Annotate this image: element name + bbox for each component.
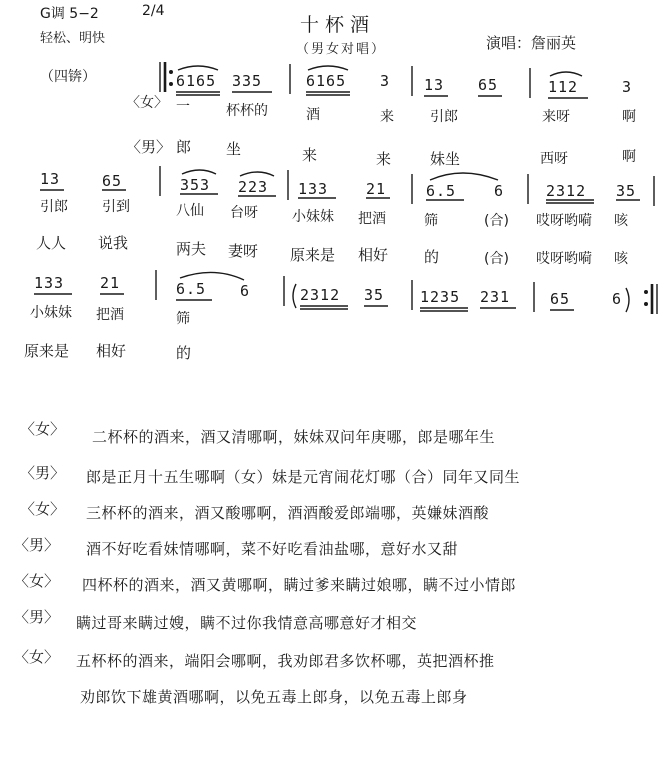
note-group: 2312: [546, 182, 587, 200]
lyric-syllable: 西呀: [540, 151, 568, 167]
note-group: 35: [616, 182, 637, 200]
note-group: 6: [494, 182, 505, 200]
note-group: 335: [232, 72, 263, 90]
verse-role-label: 〈男〉: [20, 464, 66, 482]
note-group: 13: [40, 170, 61, 188]
note-group: 65: [478, 76, 499, 94]
lyric-syllable: 小妹妹: [292, 209, 334, 225]
lyric-syllable: 引郎: [40, 199, 68, 215]
verse-text: 三杯杯的酒来，酒又酸哪啊，酒酒酸爱郎端哪，英嫌妹酒酸: [86, 504, 490, 522]
song-subtitle: （男女对唱）: [296, 42, 387, 57]
lyric-syllable: 妹坐: [430, 150, 461, 168]
verse-text: 劝郎饮下雄黄酒哪啊，以免五毒上郎身，以免五毒上郎身: [80, 688, 468, 706]
lyric-syllable: 啊: [622, 109, 636, 125]
lyric-syllable: 人人: [36, 234, 67, 252]
lyric-syllable: 杯杯的: [226, 103, 268, 119]
lyric-syllable: 啊: [622, 149, 636, 165]
role-label-female: 〈女〉: [126, 95, 168, 111]
note-group: 3: [622, 78, 633, 96]
verse-role-label: 〈女〉: [14, 648, 60, 666]
lyric-syllable: 酒: [306, 107, 320, 123]
verse-role-label: 〈女〉: [14, 572, 60, 590]
lyric-syllable: 来: [302, 146, 318, 164]
verse-text: 瞒过哥来瞒过嫂，瞒不过你我情意高哪意好才相交: [76, 614, 418, 632]
key-signature: G调 5−2: [40, 6, 99, 22]
lyric-syllable: 小妹妹: [30, 305, 72, 321]
note-group: 13: [424, 76, 445, 94]
lyric-syllable: 郎: [176, 138, 192, 156]
singer-credit: 演唱：詹丽英: [486, 34, 577, 52]
note-group: 353: [180, 176, 211, 194]
lyric-syllable: 来: [380, 109, 394, 125]
note-group: 112: [548, 78, 579, 96]
lyric-syllable: 八仙: [176, 203, 204, 219]
lyric-syllable: 说我: [98, 234, 129, 252]
note-group: 6.5: [176, 280, 207, 298]
lyric-syllable: 哎呀哟嗬: [536, 213, 592, 229]
lyric-syllable: 筛: [176, 311, 190, 327]
lyric-syllable: 一: [176, 99, 190, 115]
lyric-syllable: 哎呀哟嗬: [536, 251, 592, 267]
verse-role-label: 〈男〉: [14, 536, 60, 554]
lyric-syllable: 的: [176, 344, 192, 362]
note-group: 3: [380, 72, 391, 90]
lyric-syllable: 引到: [102, 199, 130, 215]
lyric-syllable: 来: [376, 150, 392, 168]
verse-text: 四杯杯的酒来，酒又黄哪啊，瞒过爹来瞒过娘哪，瞒不过小情郎: [82, 576, 517, 594]
note-group: 6165: [306, 72, 347, 90]
lyric-syllable: 相好: [358, 246, 389, 264]
note-group: 1235: [420, 288, 461, 306]
lyric-syllable: 两夫: [176, 240, 207, 258]
note-group: 2312: [300, 286, 341, 304]
verse-text: 二杯杯的酒来，酒又清哪啊，妹妹双问年庚哪，郎是哪年生: [92, 428, 496, 446]
verse-text: 郎是正月十五生哪啊（女）妹是元宵闹花灯哪（合）同年又同生: [86, 468, 521, 486]
lyric-syllable: 引郎: [430, 109, 458, 125]
intro-label: （四锛）: [40, 69, 96, 85]
verse-text: 酒不好吃看妹情哪啊，菜不好吃看油盐哪，意好水又甜: [86, 540, 459, 558]
verse-role-label: 〈女〉: [20, 500, 66, 518]
lyric-syllable: 坐: [226, 140, 242, 158]
note-group: 6: [612, 290, 623, 308]
lyric-syllable: 筛: [424, 213, 438, 229]
tempo-marking: 轻松、明快: [40, 31, 106, 46]
lyric-syllable: 相好: [96, 342, 127, 360]
lyric-chorus-mark: (合): [484, 213, 509, 229]
lyric-syllable: 原来是: [24, 342, 70, 360]
note-group: 6: [240, 282, 251, 300]
lyric-chorus-mark: (合): [484, 251, 509, 267]
lyric-syllable: 咳: [614, 251, 628, 267]
note-group: 65: [102, 172, 123, 190]
note-group: 133: [298, 180, 329, 198]
note-group: 21: [366, 180, 387, 198]
lyric-syllable: 的: [424, 248, 440, 266]
lyric-syllable: 台呀: [230, 205, 258, 221]
verse-text: 五杯杯的酒来，端阳会哪啊，我劝郎君多饮杯哪，英把酒杯推: [76, 652, 495, 670]
lyric-syllable: 把酒: [358, 211, 386, 227]
note-group: 35: [364, 286, 385, 304]
note-group: 21: [100, 274, 121, 292]
verse-role-label: 〈男〉: [14, 608, 60, 626]
lyric-syllable: 原来是: [290, 246, 336, 264]
note-group: 223: [238, 178, 269, 196]
note-group: 231: [480, 288, 511, 306]
verse-role-label: 〈女〉: [20, 420, 66, 438]
lyric-syllable: 咳: [614, 213, 628, 229]
note-group: 65: [550, 290, 571, 308]
note-group: 133: [34, 274, 65, 292]
note-group: 6165: [176, 72, 217, 90]
lyric-syllable: 妻呀: [228, 242, 259, 260]
time-signature: 2/4: [142, 3, 165, 19]
lyric-syllable: 把酒: [96, 307, 124, 323]
note-group: 6.5: [426, 182, 457, 200]
lyric-syllable: 来呀: [542, 109, 570, 125]
role-label-male: 〈男〉: [126, 138, 172, 156]
song-title: 十杯酒: [300, 14, 376, 36]
